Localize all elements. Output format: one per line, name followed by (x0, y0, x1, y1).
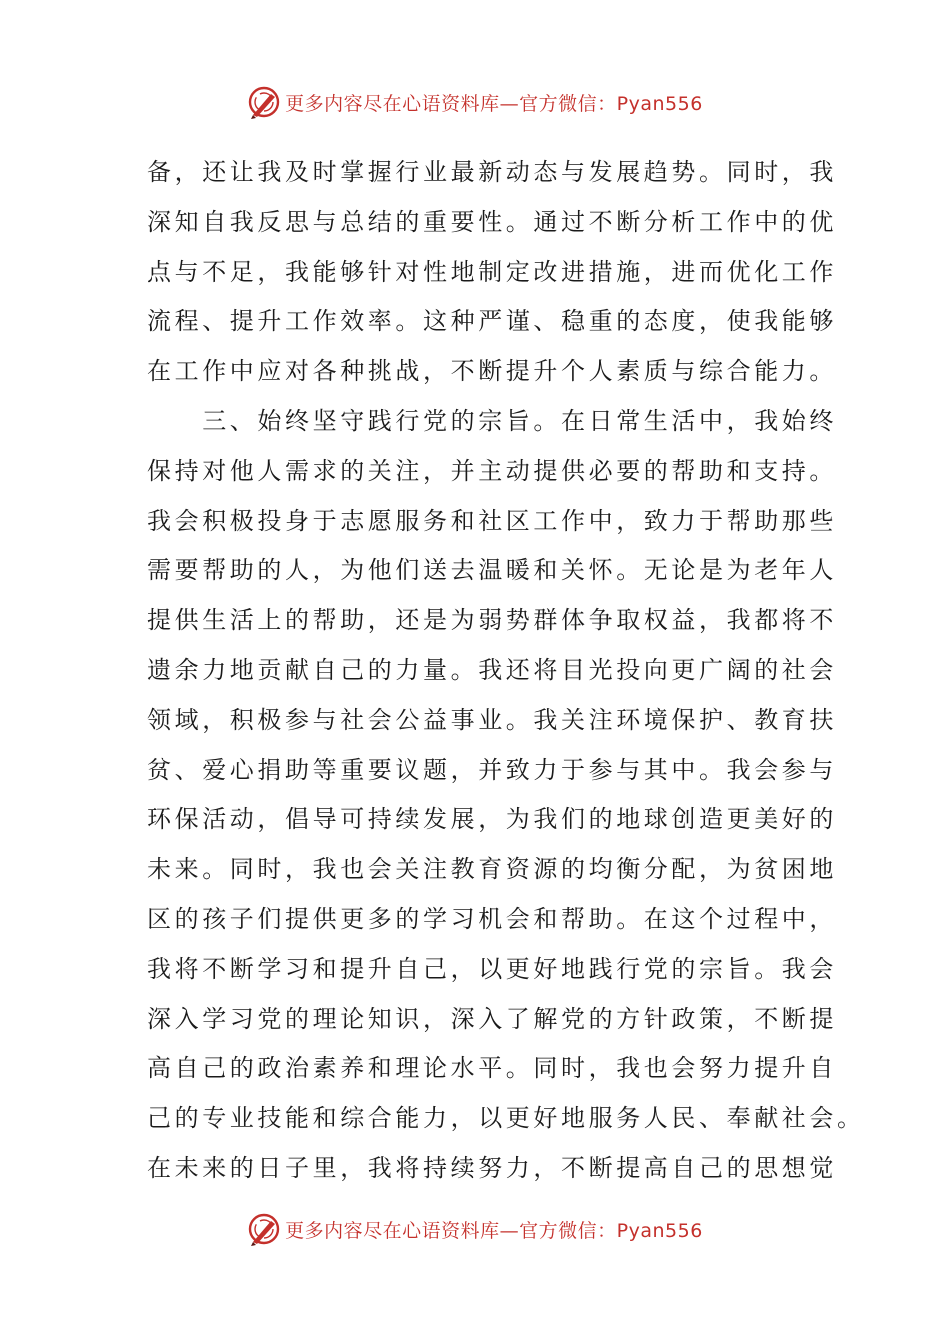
text-line: 区的孩子们提供更多的学习机会和帮助。在这个过程中， (147, 904, 837, 933)
text-line: 保持对他人需求的关注，并主动提供必要的帮助和支持。 (147, 456, 837, 485)
pen-logo-icon (247, 85, 281, 119)
text-line: 环保活动，倡导可持续发展，为我们的地球创造更美好的 (147, 805, 837, 834)
text-line: 在工作中应对各种挑战，不断提升个人素质与综合能力。 (147, 357, 837, 386)
text-line: 未来。同时，我也会关注教育资源的均衡分配，为贫困地 (147, 855, 837, 884)
text-line: 点与不足，我能够针对性地制定改进措施，进而优化工作 (147, 257, 837, 286)
text-line: 备，还让我及时掌握行业最新动态与发展趋势。同时，我 (147, 158, 837, 186)
text-line: 遗余力地贡献自己的力量。我还将目光投向更广阔的社会 (147, 655, 837, 684)
text-line: 我会积极投身于志愿服务和社区工作中，致力于帮助那些 (147, 506, 837, 535)
text-line: 深入学习党的理论知识，深入了解党的方针政策，不断提 (147, 1004, 837, 1033)
text-line: 己的专业技能和综合能力，以更好地服务人民、奉献社会。 (147, 1104, 865, 1133)
header-watermark (0, 82, 950, 122)
pen-logo-icon (247, 1212, 281, 1246)
text-line: 我将不断学习和提升自己，以更好地践行党的宗旨。我会 (147, 954, 837, 983)
footer-watermark-wechat-id: Pyan556 (616, 1219, 703, 1242)
text-line: 流程、提升工作效率。这种严谨、稳重的态度，使我能够 (147, 307, 837, 336)
text-line: 三、始终坚守践行党的宗旨。在日常生活中，我始终 (147, 406, 837, 435)
footer-watermark-cn: 更多内容尽在心语资料库—官方微信： (285, 1219, 617, 1242)
text-line: 贫、爱心捐助等重要议题，并致力于参与其中。我会参与 (147, 755, 837, 784)
header-watermark-cn: 更多内容尽在心语资料库—官方微信： (285, 92, 617, 115)
text-line: 领域，积极参与社会公益事业。我关注环境保护、教育扶 (147, 705, 837, 734)
text-line: 高自己的政治素养和理论水平。同时，我也会努力提升自 (147, 1054, 837, 1083)
text-line: 深知自我反思与总结的重要性。通过不断分析工作中的优 (147, 207, 837, 236)
header-watermark-text (285, 89, 703, 116)
text-line: 提供生活上的帮助，还是为弱势群体争取权益，我都将不 (147, 606, 837, 635)
footer-watermark-text (285, 1216, 703, 1243)
header-watermark-wechat-id: Pyan556 (616, 92, 703, 115)
text-line: 在未来的日子里，我将持续努力，不断提高自己的思想觉 (147, 1153, 837, 1182)
document-body (147, 148, 865, 1194)
footer-watermark (0, 1209, 950, 1249)
text-line: 需要帮助的人，为他们送去温暖和关怀。无论是为老年人 (147, 556, 837, 585)
